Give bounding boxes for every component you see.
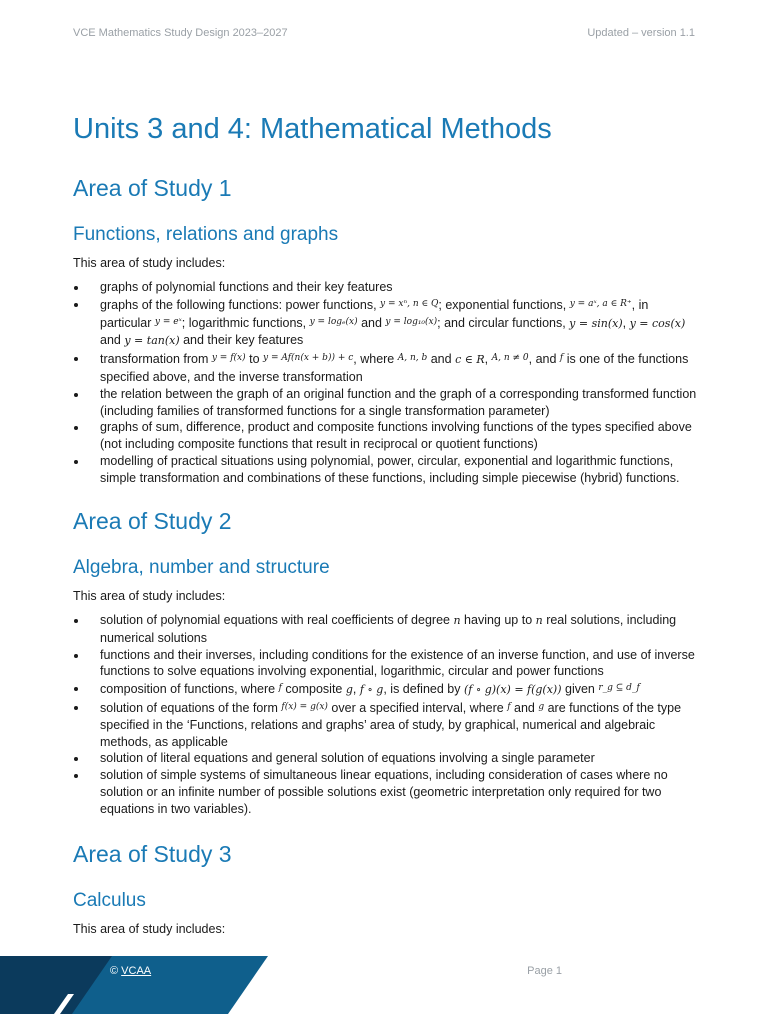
aos2-subheading: Algebra, number and structure (73, 557, 330, 578)
list-item: graphs of the following functions: power functions, $^{y = x^n, n \in Q}$; exponential functions, $^{y = aˣ, a \in R^+}$, in particular $^{y = eˣ}$; logarithmic functions, $^{y = log_e(x)}$ and $^{y = log_{10}(x)}$; and circular functions, y = sin(x), y = cos(x) and y = tan(x) and their key features (73, 296, 703, 350)
list-item: solution of simple systems of simultaneous linear equations, including consideration of cases where no solution or an infinite number of possible solutions exist (geometric interpretation only required for two equations in two variables). (73, 767, 703, 817)
aos2-heading: Area of Study 2 (73, 508, 232, 534)
aos2-list (73, 612, 703, 818)
aos1-subheading: Functions, relations and graphs (73, 224, 339, 245)
copyright-symbol: © (110, 965, 119, 977)
aos1-heading: Area of Study 1 (73, 175, 232, 201)
list-item: composition of functions, where $^f$ composite g, f ∘ g, is defined by (f ∘ g)(x) = f(g(x)) given $^{r\_g ⊆ d\_f}$ (73, 680, 703, 699)
list-item: modelling of practical situations using polynomial, power, circular, exponential and logarithmic functions, simple transformation and combinations of these functions, including simple piecewise (hybrid) functions. (73, 453, 703, 487)
running-header-right: Updated – version 1.1 (587, 27, 695, 39)
list-item: solution of polynomial equations with real coefficients of degree n having up to n real solutions, including numerical solutions (73, 612, 703, 647)
aos1-list (73, 279, 703, 487)
aos2-intro: This area of study includes: (73, 589, 226, 603)
list-item: solution of equations of the form $^{f(x) = g(x)}$ over a specified interval, where $^f$ and $^g$ are functions of the type specified in the ‘Functions, relations and graphs’ area of study, by graphical, numerical and algebraic methods, as applicable (73, 699, 703, 750)
copyright (110, 965, 151, 977)
vcaa-link[interactable]: VCAA (121, 965, 152, 977)
page-title: Units 3 and 4: Mathematical Methods (73, 113, 552, 145)
list-item: functions and their inverses, including conditions for the existence of an inverse function, and use of inverse functions to solve equations involving exponential, logarithmic, circular and power functions (73, 647, 703, 681)
running-header-left: VCE Mathematics Study Design 2023–2027 (73, 27, 288, 39)
list-item: graphs of sum, difference, product and composite functions involving functions of the types specified above (not including composite functions that result in reciprocal or quotient functions) (73, 419, 703, 453)
aos3-subheading: Calculus (73, 890, 146, 911)
aos3-intro: This area of study includes: (73, 922, 226, 936)
page-number: Page 1 (527, 965, 562, 977)
list-item: the relation between the graph of an original function and the graph of a corresponding transformed function (including families of transformed functions for a single transformation parameter) (73, 386, 703, 420)
list-item: transformation from $^{y = f(x)}$ to $^{y = Af(n(x + b)) + c}$, where $^{A, n, b}$ and c ∈ R, $^{A, n \ne 0}$, and $^f$ is one of the functions specified above, and the inverse transformation (73, 350, 703, 386)
list-item: solution of literal equations and general solution of equations involving a single parameter (73, 750, 703, 767)
aos3-heading: Area of Study 3 (73, 841, 232, 867)
list-item: graphs of polynomial functions and their key features (73, 279, 703, 296)
aos1-intro: This area of study includes: (73, 256, 226, 270)
